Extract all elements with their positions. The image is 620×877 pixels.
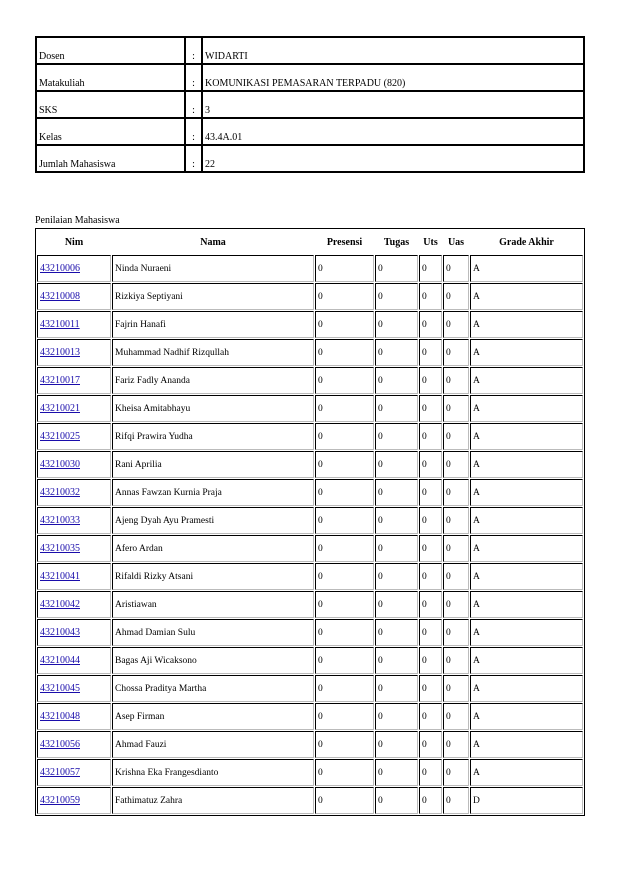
cell-tugas: 0	[375, 759, 418, 786]
cell-presensi: 0	[315, 423, 374, 450]
cell-uts: 0	[419, 675, 442, 702]
cell-uas: 0	[443, 535, 469, 562]
cell-uts: 0	[419, 703, 442, 730]
cell-nim	[37, 647, 111, 674]
cell-tugas: 0	[375, 423, 418, 450]
cell-nim	[37, 535, 111, 562]
cell-nim	[37, 451, 111, 478]
nim-link[interactable]: 43210045	[40, 683, 80, 694]
cell-uas: 0	[443, 703, 469, 730]
cell-uts: 0	[419, 787, 442, 814]
cell-tugas: 0	[375, 563, 418, 590]
nim-link[interactable]: 43210043	[40, 627, 80, 638]
info-value-jumlah-mahasiswa: 22	[202, 145, 584, 172]
cell-nama: Rani Aprilia	[112, 451, 314, 478]
cell-presensi: 0	[315, 787, 374, 814]
cell-nim	[37, 255, 111, 282]
cell-nama: Ninda Nuraeni	[112, 255, 314, 282]
cell-presensi: 0	[315, 647, 374, 674]
cell-uas: 0	[443, 759, 469, 786]
info-value-sks: 3	[202, 91, 584, 118]
nim-link[interactable]: 43210035	[40, 543, 80, 554]
table-row	[37, 283, 583, 310]
cell-presensi: 0	[315, 255, 374, 282]
cell-tugas: 0	[375, 619, 418, 646]
nim-link[interactable]: 43210017	[40, 375, 80, 386]
info-row-matakuliah	[36, 64, 584, 91]
table-row	[37, 423, 583, 450]
info-label: SKS	[36, 91, 185, 118]
cell-grade: A	[470, 423, 583, 450]
cell-uts: 0	[419, 535, 442, 562]
cell-nim	[37, 283, 111, 310]
cell-nim	[37, 591, 111, 618]
info-label: Dosen	[36, 37, 185, 64]
cell-uas: 0	[443, 675, 469, 702]
cell-uts: 0	[419, 647, 442, 674]
cell-uas: 0	[443, 367, 469, 394]
info-row-sks	[36, 91, 584, 118]
cell-uts: 0	[419, 479, 442, 506]
cell-uts: 0	[419, 367, 442, 394]
cell-nim	[37, 395, 111, 422]
cell-grade: A	[470, 675, 583, 702]
table-row	[37, 339, 583, 366]
cell-nama: Ahmad Damian Sulu	[112, 619, 314, 646]
cell-tugas: 0	[375, 311, 418, 338]
table-row	[37, 479, 583, 506]
cell-uts: 0	[419, 283, 442, 310]
cell-presensi: 0	[315, 675, 374, 702]
cell-uts: 0	[419, 423, 442, 450]
cell-tugas: 0	[375, 703, 418, 730]
info-label: Matakuliah	[36, 64, 185, 91]
cell-uts: 0	[419, 311, 442, 338]
column-header-grade: Grade Akhir	[499, 236, 554, 248]
cell-presensi: 0	[315, 283, 374, 310]
cell-uts: 0	[419, 395, 442, 422]
table-row	[37, 311, 583, 338]
column-header-nama: Nama	[200, 236, 226, 248]
cell-uts: 0	[419, 591, 442, 618]
table-row	[37, 759, 583, 786]
cell-tugas: 0	[375, 507, 418, 534]
cell-uas: 0	[443, 731, 469, 758]
cell-grade: A	[470, 451, 583, 478]
cell-presensi: 0	[315, 395, 374, 422]
table-row	[37, 563, 583, 590]
cell-uas: 0	[443, 395, 469, 422]
nim-link[interactable]: 43210013	[40, 347, 80, 358]
cell-presensi: 0	[315, 311, 374, 338]
cell-uas: 0	[443, 619, 469, 646]
cell-nim	[37, 339, 111, 366]
info-value-matakuliah: KOMUNIKASI PEMASARAN TERPADU (820)	[202, 64, 584, 91]
info-separator: :	[185, 91, 202, 118]
cell-nim	[37, 759, 111, 786]
cell-nim	[37, 311, 111, 338]
cell-tugas: 0	[375, 591, 418, 618]
nim-link[interactable]: 43210056	[40, 739, 80, 750]
cell-nama: Rizkiya Septiyani	[112, 283, 314, 310]
cell-nim	[37, 479, 111, 506]
column-header-presensi: Presensi	[326, 236, 363, 248]
nim-link[interactable]: 43210059	[40, 795, 80, 806]
cell-nim	[37, 423, 111, 450]
table-row	[37, 675, 583, 702]
cell-uas: 0	[443, 311, 469, 338]
nim-link[interactable]: 43210008	[40, 291, 80, 302]
cell-tugas: 0	[375, 479, 418, 506]
cell-nama: Chossa Praditya Martha	[112, 675, 314, 702]
cell-nama: Ahmad Fauzi	[112, 731, 314, 758]
nim-link[interactable]: 43210041	[40, 571, 80, 582]
cell-uts: 0	[419, 339, 442, 366]
cell-uts: 0	[419, 731, 442, 758]
table-row	[37, 647, 583, 674]
cell-nim	[37, 563, 111, 590]
nim-link[interactable]: 43210032	[40, 487, 80, 498]
cell-uas: 0	[443, 451, 469, 478]
table-row	[37, 451, 583, 478]
cell-tugas: 0	[375, 787, 418, 814]
cell-uas: 0	[443, 283, 469, 310]
cell-tugas: 0	[375, 255, 418, 282]
cell-tugas: 0	[375, 535, 418, 562]
cell-grade: A	[470, 507, 583, 534]
cell-uts: 0	[419, 507, 442, 534]
cell-tugas: 0	[375, 675, 418, 702]
cell-uts: 0	[419, 759, 442, 786]
grades-table	[35, 228, 585, 816]
cell-nim	[37, 507, 111, 534]
cell-tugas: 0	[375, 283, 418, 310]
column-header-tugas: Tugas	[383, 236, 410, 248]
cell-tugas: 0	[375, 395, 418, 422]
cell-uas: 0	[443, 255, 469, 282]
cell-nama: Fariz Fadly Ananda	[112, 367, 314, 394]
cell-grade: A	[470, 619, 583, 646]
nim-link[interactable]: 43210057	[40, 767, 80, 778]
info-separator: :	[185, 64, 202, 91]
cell-grade: A	[470, 591, 583, 618]
cell-tugas: 0	[375, 647, 418, 674]
nim-link[interactable]: 43210025	[40, 431, 80, 442]
table-row	[37, 395, 583, 422]
info-value-kelas: 43.4A.01	[202, 118, 584, 145]
cell-presensi: 0	[315, 535, 374, 562]
cell-nama: Muhammad Nadhif Rizqullah	[112, 339, 314, 366]
cell-uts: 0	[419, 451, 442, 478]
cell-grade: A	[470, 647, 583, 674]
info-row-jumlah-mahasiswa	[36, 145, 584, 172]
cell-presensi: 0	[315, 451, 374, 478]
info-row-dosen	[36, 37, 584, 64]
info-value-dosen: WIDARTI	[202, 37, 584, 64]
cell-presensi: 0	[315, 703, 374, 730]
info-separator: :	[185, 145, 202, 172]
cell-nama: Krishna Eka Frangesdianto	[112, 759, 314, 786]
cell-nama: Ajeng Dyah Ayu Pramesti	[112, 507, 314, 534]
cell-uts: 0	[419, 563, 442, 590]
column-header-uas: Uas	[447, 236, 465, 248]
cell-grade: A	[470, 563, 583, 590]
cell-presensi: 0	[315, 507, 374, 534]
cell-nim	[37, 619, 111, 646]
nim-link[interactable]: 43210042	[40, 599, 80, 610]
cell-uas: 0	[443, 423, 469, 450]
cell-grade: A	[470, 731, 583, 758]
cell-uas: 0	[443, 479, 469, 506]
cell-grade: A	[470, 479, 583, 506]
table-row	[37, 787, 583, 814]
cell-uas: 0	[443, 339, 469, 366]
table-row	[37, 255, 583, 282]
cell-nama: Rifaldi Rizky Atsani	[112, 563, 314, 590]
table-row	[37, 619, 583, 646]
cell-uas: 0	[443, 507, 469, 534]
cell-tugas: 0	[375, 731, 418, 758]
table-row	[37, 507, 583, 534]
cell-grade: A	[470, 283, 583, 310]
cell-nama: Afero Ardan	[112, 535, 314, 562]
cell-nama: Asep Firman	[112, 703, 314, 730]
table-row	[37, 367, 583, 394]
column-header-uts: Uts	[423, 236, 438, 248]
cell-presensi: 0	[315, 619, 374, 646]
cell-grade: A	[470, 395, 583, 422]
nim-link[interactable]: 43210033	[40, 515, 80, 526]
info-row-kelas	[36, 118, 584, 145]
nim-link[interactable]: 43210021	[40, 403, 80, 414]
cell-presensi: 0	[315, 339, 374, 366]
table-row	[37, 591, 583, 618]
grades-header-row	[37, 230, 583, 254]
cell-presensi: 0	[315, 759, 374, 786]
cell-tugas: 0	[375, 367, 418, 394]
cell-uas: 0	[443, 787, 469, 814]
nim-link[interactable]: 43210011	[40, 319, 80, 330]
cell-grade: D	[470, 787, 583, 814]
cell-grade: A	[470, 535, 583, 562]
cell-nama: Fajrin Hanafi	[112, 311, 314, 338]
section-title: Penilaian Mahasiswa	[35, 215, 120, 226]
cell-uas: 0	[443, 647, 469, 674]
cell-nim	[37, 367, 111, 394]
info-separator: :	[185, 37, 202, 64]
cell-nama: Bagas Aji Wicaksono	[112, 647, 314, 674]
cell-tugas: 0	[375, 339, 418, 366]
table-row	[37, 703, 583, 730]
cell-presensi: 0	[315, 731, 374, 758]
cell-uas: 0	[443, 591, 469, 618]
nim-link[interactable]: 43210006	[40, 263, 80, 274]
cell-nim	[37, 731, 111, 758]
table-row	[37, 535, 583, 562]
info-separator: :	[185, 118, 202, 145]
cell-grade: A	[470, 367, 583, 394]
cell-grade: A	[470, 255, 583, 282]
cell-uts: 0	[419, 619, 442, 646]
cell-grade: A	[470, 703, 583, 730]
cell-nama: Rifqi Prawira Yudha	[112, 423, 314, 450]
cell-uts: 0	[419, 255, 442, 282]
cell-nama: Annas Fawzan Kurnia Praja	[112, 479, 314, 506]
cell-nim	[37, 787, 111, 814]
cell-nim	[37, 703, 111, 730]
cell-presensi: 0	[315, 563, 374, 590]
info-label: Jumlah Mahasiswa	[36, 145, 185, 172]
cell-nama: Aristiawan	[112, 591, 314, 618]
nim-link[interactable]: 43210048	[40, 711, 80, 722]
cell-nim	[37, 675, 111, 702]
cell-grade: A	[470, 759, 583, 786]
column-header-nim: Nim	[64, 236, 84, 248]
cell-tugas: 0	[375, 451, 418, 478]
cell-presensi: 0	[315, 367, 374, 394]
course-info-table	[35, 36, 585, 173]
cell-grade: A	[470, 311, 583, 338]
cell-nama: Fathimatuz Zahra	[112, 787, 314, 814]
cell-grade: A	[470, 339, 583, 366]
info-label: Kelas	[36, 118, 185, 145]
table-row	[37, 731, 583, 758]
cell-nama: Kheisa Amitabhayu	[112, 395, 314, 422]
cell-presensi: 0	[315, 591, 374, 618]
nim-link[interactable]: 43210030	[40, 459, 80, 470]
cell-uas: 0	[443, 563, 469, 590]
cell-presensi: 0	[315, 479, 374, 506]
nim-link[interactable]: 43210044	[40, 655, 80, 666]
